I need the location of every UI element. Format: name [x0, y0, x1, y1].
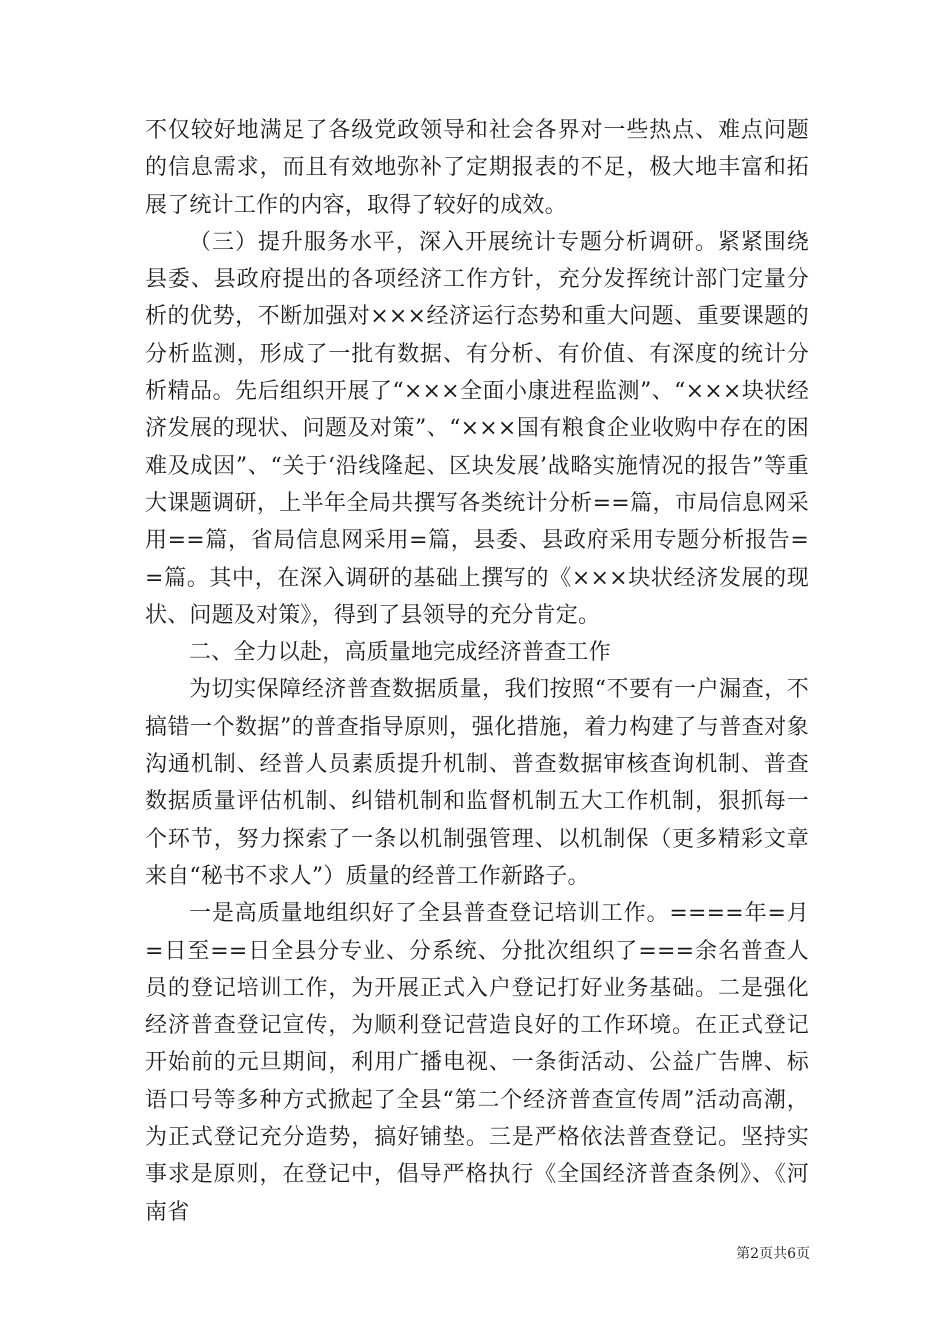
- document-body: [145, 112, 809, 1231]
- paragraph-census-quality: 为切实保障经济普查数据质量，我们按照“不要有一户漏查，不搞错一个数据”的普查指导原则，强化措施，着力构建了与普查对象沟通机制、经普人员素质提升机制、普查数据审核查询机制、普查数据质量评估机制、纠错机制和监督机制五大工作机制，狠抓每一个环节，努力探索了一条以机制强管理、以机制保（更多精彩文章来自“秘书不求人”）质量的经普工作新路子。: [145, 677, 809, 889]
- page-number-footer: 第2页共6页: [736, 1246, 810, 1262]
- paragraph-section-three: （三）提升服务水平，深入开展统计专题分析调研。紧紧围绕县委、县政府提出的各项经济工作方针，充分发挥统计部门定量分析的优势，不断加强对×××经济运行态势和重大问题、重要课题的分析监测，形成了一批有数据、有分析、有价值、有深度的统计分析精品。先后组织开展了“×××全面小康进程监测”、“×××块状经济发展的现状、问题及对策”、“×××国有粮食企业收购中存在的困难及成因”、“关于‘沿线隆起、区块发展’战略实施情况的报告”等重大课题调研，上半年全局共撰写各类统计分析==篇，市局信息网采用==篇，省局信息网采用=篇，县委、县政府采用专题分析报告==篇。其中，在深入调研的基础上撰写的《×××块状经济发展的现状、问题及对策》，得到了县领导的充分肯定。: [145, 229, 809, 628]
- paragraph-census-training: 一是高质量地组织好了全县普查登记培训工作。====年=月=日至==日全县分专业、分系统、分批次组织了===余名普查人员的登记培训工作，为开展正式入户登记打好业务基础。二是强化经济普查登记宣传，为顺利登记营造良好的工作环境。在正式登记开始前的元旦期间，利用广播电视、一条街活动、公益广告牌、标语口号等多种方式掀起了全县“第二个经济普查宣传周”活动高潮，为正式登记充分造势，搞好铺垫。三是严格依法普查登记。坚持实事求是原则，在登记中，倡导严格执行《全国经济普查条例》、《河南省: [145, 901, 809, 1225]
- paragraph-continuation: 不仅较好地满足了各级党政领导和社会各界对一些热点、难点问题的信息需求，而且有效地弥补了定期报表的不足，极大地丰富和拓展了统计工作的内容，取得了较好的成效。: [145, 118, 809, 218]
- section-heading-two: 二、全力以赴，高质量地完成经济普查工作: [189, 640, 611, 666]
